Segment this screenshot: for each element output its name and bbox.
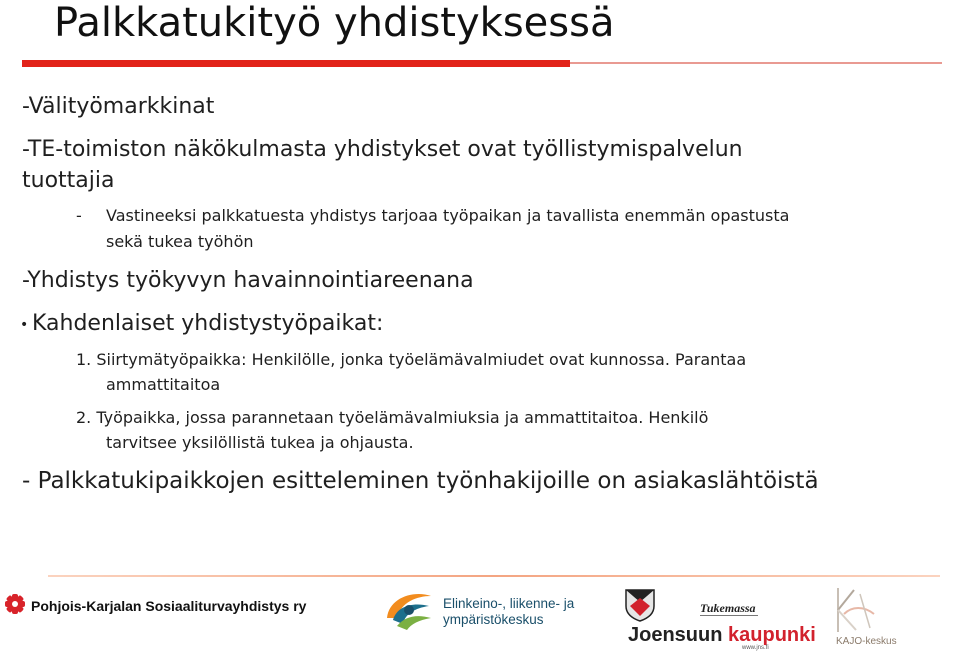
text-vastineeksi: Vastineeksi palkkatuesta yhdistys tarjoaa työpaikan ja tavallista enemmän opastusta [106, 206, 790, 225]
title-rule [570, 62, 942, 64]
kajo-name: KAJO-keskus [836, 636, 897, 647]
tukemassa-underline [700, 615, 758, 616]
title-accent-bar [22, 60, 570, 67]
text-havainnointiareena: -Yhdistys työkyvyn havainnointiareenana [22, 268, 474, 293]
list-item-1-line2: ammattitaitoa [106, 375, 221, 394]
text-tuottajia: tuottajia [22, 168, 115, 193]
bullet-dot: • [20, 317, 29, 333]
slide-title: Palkkatukityö yhdistyksessä [54, 0, 615, 46]
ely-name-line2: ympäristökeskus [443, 612, 544, 627]
text-palkkatukipaikat: - Palkkatukipaikkojen esitteleminen työnhakijoille on asiakaslähtöistä [22, 468, 819, 494]
joensuu-name-b: kaupunki [728, 624, 816, 646]
text-valityomarkkinat: -Välityömarkkinat [22, 94, 215, 119]
ely-logo [383, 588, 574, 636]
footer-rule [48, 575, 940, 577]
joensuu-name-a: Joensuun [628, 624, 723, 646]
joensuu-coat-of-arms-icon [624, 588, 656, 626]
tukemassa-label: Tukemassa [700, 601, 756, 615]
pksl-logo [4, 593, 306, 619]
kajo-logo-icon [830, 584, 880, 640]
ely-name-line1: Elinkeino-, liikenne- ja [443, 596, 575, 611]
list-item-1-line1: 1. Siirtymätyöpaikka: Henkilölle, jonka työelämävalmiudet ovat kunnossa. Parantaa [76, 350, 747, 369]
joensuu-name [628, 624, 816, 647]
text-seka-tukea: sekä tukea työhön [106, 232, 254, 251]
list-item-2-line2: tarvitsee yksilöllistä tukea ja ohjausta. [106, 433, 414, 452]
list-item-2-line1: 2. Työpaikka, jossa parannetaan työelämävalmiuksia ja ammattitaitoa. Henkilö [76, 408, 709, 427]
sub-bullet-dash: - [76, 206, 82, 225]
ely-name [443, 596, 574, 628]
text-kahdenlaiset: Kahdenlaiset yhdistystyöpaikat: [32, 311, 384, 336]
ely-logo-icon [383, 588, 435, 636]
joensuu-url: www.jns.fi [742, 645, 769, 651]
pksl-name: Pohjois-Karjalan Sosiaaliturvayhdistys ry [31, 598, 307, 614]
pksl-logo-icon [4, 593, 26, 619]
text-te-toimisto: -TE-toimiston näkökulmasta yhdistykset ovat työllistymispalvelun [22, 137, 743, 162]
